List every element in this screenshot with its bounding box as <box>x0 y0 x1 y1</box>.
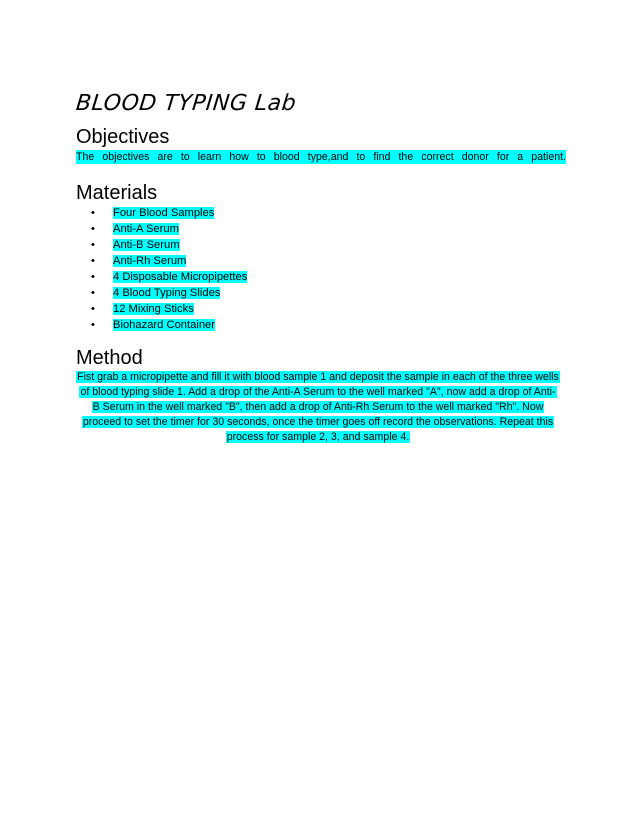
bullet-icon: • <box>91 239 95 251</box>
material-label: Anti-B Serum <box>113 239 180 251</box>
material-label: Four Blood Samples <box>113 207 215 219</box>
bullet-icon: • <box>91 271 95 283</box>
document-title: BLOOD TYPING Lab <box>74 91 298 116</box>
list-item <box>91 285 247 301</box>
objectives-heading: Objectives <box>76 126 170 148</box>
material-label: 4 Disposable Micropipettes <box>113 271 248 283</box>
bullet-icon: • <box>91 303 95 315</box>
bullet-icon: • <box>91 255 95 267</box>
method-heading: Method <box>76 347 143 369</box>
list-item <box>91 269 247 285</box>
bullet-icon: • <box>91 287 95 299</box>
bullet-icon: • <box>91 207 95 219</box>
materials-heading: Materials <box>76 182 158 204</box>
objectives-text: The objectives are to learn how to blood type,and to find the correct donor for a patient. <box>76 151 566 163</box>
method-line: B Serum in the well marked "B", then add a drop of Anti-Rh Serum to the well marked "Rh". Now <box>92 401 544 413</box>
materials-list <box>91 205 247 333</box>
bullet-icon: • <box>91 319 95 331</box>
method-line: process for sample 2, 3, and sample 4. <box>226 431 410 443</box>
method-line: of blood typing slide 1. Add a drop of the Anti-A Serum to the well marked "A", now add a drop of Anti- <box>80 386 556 398</box>
list-item <box>91 253 247 269</box>
method-text <box>72 370 564 445</box>
material-label: Anti-A Serum <box>113 223 179 235</box>
method-line: proceed to set the timer for 30 seconds, once the timer goes off record the observations. Repeat this <box>82 416 554 428</box>
list-item <box>91 237 247 253</box>
list-item <box>91 205 247 221</box>
list-item <box>91 301 247 317</box>
bullet-icon: • <box>91 223 95 235</box>
material-label: 4 Blood Typing Slides <box>113 287 221 299</box>
material-label: Biohazard Container <box>113 319 215 331</box>
list-item <box>91 317 247 333</box>
list-item <box>91 221 247 237</box>
method-line: Fist grab a micropipette and fill it with blood sample 1 and deposit the sample in each of the three wells <box>77 371 559 383</box>
material-label: Anti-Rh Serum <box>113 255 187 267</box>
material-label: 12 Mixing Sticks <box>113 303 194 315</box>
